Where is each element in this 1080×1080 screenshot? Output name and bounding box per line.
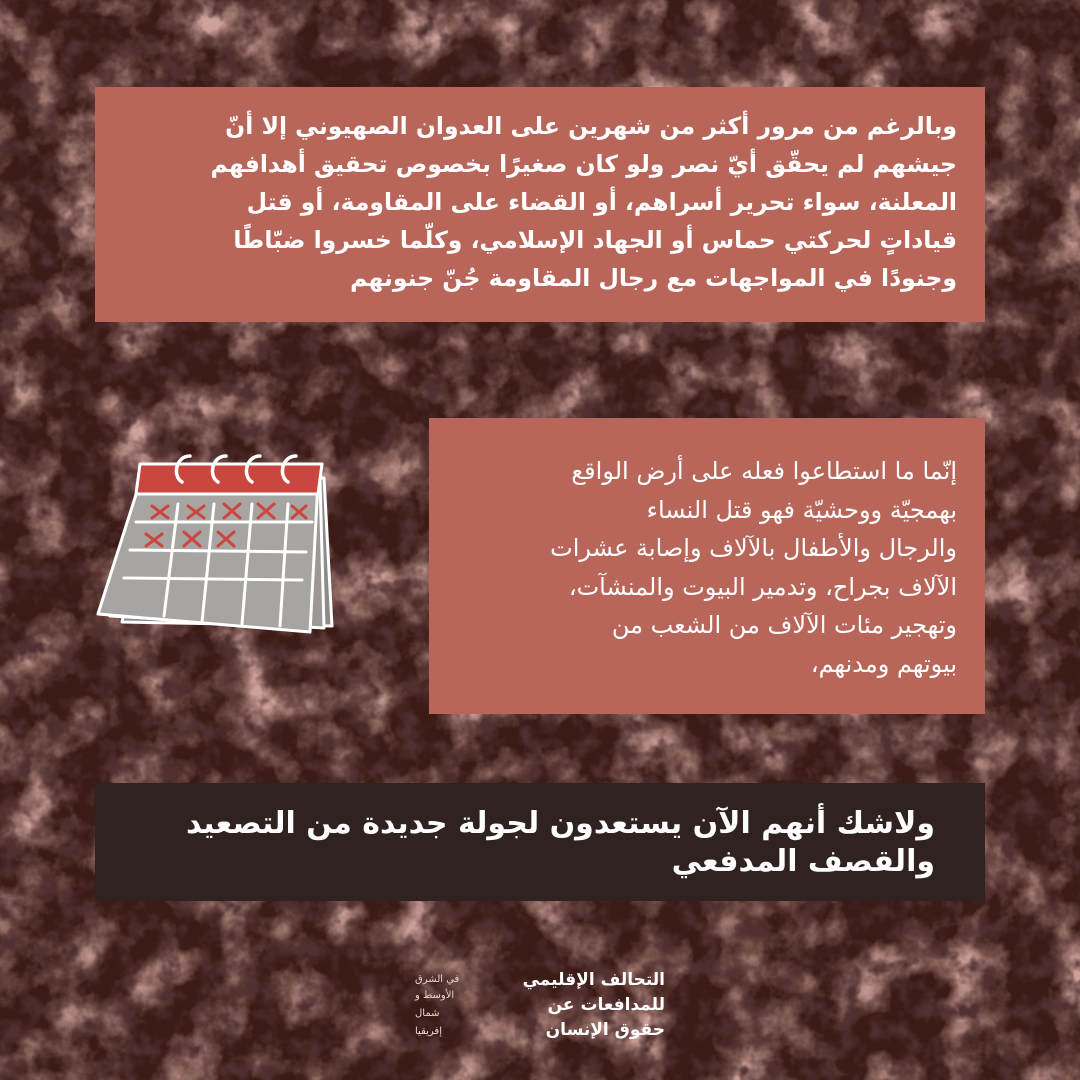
conclusion-line: ولاشك أنهم الآن يستعدون لجولة جديدة من التصعيد	[185, 806, 935, 841]
actions-line: الآلاف بجراح، وتدمير البيوت والمنشآت،	[568, 572, 957, 601]
intro-line: وبالرغم من مرور أكثر من شهرين على العدوان الصهيوني إلا أنّ	[225, 112, 957, 140]
intro-paragraph-box	[95, 87, 985, 322]
logo-sub-line: الأوسط و	[415, 990, 455, 1001]
logo-sub-line: في الشرق	[415, 974, 460, 985]
intro-line: المعلنة، سواء تحرير أسراهم، أو القضاء على المقاومة، أو قتل	[246, 188, 957, 216]
actions-line: بيوتهم ومدنهم،	[810, 649, 957, 678]
logo-main-line: التحالف الإقليمي	[522, 970, 665, 990]
actions-line: إنّما ما استطاعوا فعله على أرض الواقع	[571, 457, 957, 485]
logo-sub-line: شمال	[415, 1008, 440, 1019]
actions-line: وتهجير مئات الآلاف من الشعب من	[611, 611, 957, 640]
logo-sub-line: إفريقيا	[415, 1026, 442, 1037]
organization-logo	[415, 968, 665, 1048]
conclusion-line: والقصف المدفعي	[671, 844, 935, 879]
logo-main-line: حقوق الإنسان	[545, 1020, 665, 1040]
intro-line: قياداتٍ لحركتي حماس أو الجهاد الإسلامي، وكلّما خسروا ضبّاطًا	[233, 226, 957, 254]
intro-line: وجنودًا في المواجهات مع رجال المقاومة جُنّ جنونهم	[350, 264, 957, 292]
actions-line: بهمجيّة ووحشيّة فهو قتل النساء	[646, 495, 957, 524]
intro-line: جيشهم لم يحقّق أيّ نصر ولو كان صغيرًا بخصوص تحقيق أهدافهم	[210, 150, 957, 178]
actions-line: والرجال والأطفال بالآلاف وإصابة عشرات	[550, 534, 957, 563]
actions-paragraph-box	[429, 418, 985, 714]
conclusion-box	[95, 783, 985, 901]
calendar-icon	[92, 446, 340, 646]
logo-main-line: للمدافعات عن	[547, 995, 665, 1015]
